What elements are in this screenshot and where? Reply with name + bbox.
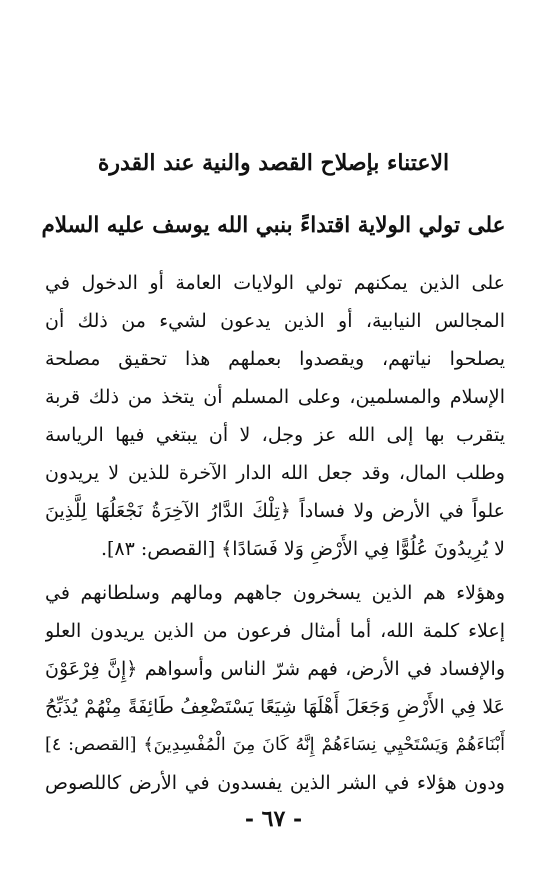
- paragraph-2-line-5: أَبْنَاءَهُمْ وَيَسْتَحْيِي نِسَاءَهُمْ إِنَّهُ كَانَ مِنَ الْمُفْسِدِينَ﴾ [القصص: ٤]: [45, 735, 505, 755]
- paragraph-2-line-2: إعلاء كلمة الله، أما أمثال فرعون من الذين يريدون العلو: [45, 620, 505, 642]
- paragraph-1-line-7: علواً في الأرض ولا فساداً ﴿تِلْكَ الدَّارُ الآخِرَةُ نَجْعَلُهَا لِلَّذِينَ: [45, 500, 505, 522]
- section-heading-line-2: على تولي الولاية اقتداءً بنبي الله يوسف عليه السلام: [41, 213, 506, 238]
- paragraph-2-line-1: وهؤلاء هم الذين يسخرون جاههم ومالهم وسلطانهم في: [45, 582, 505, 604]
- paragraph-2-line-6: ودون هؤلاء في الشر الذين يفسدون في الأرض كاللصوص: [45, 772, 505, 794]
- paragraph-1-line-8: لا يُرِيدُونَ عُلُوًّا فِي الأَرْضِ وَلا فَسَادًا﴾ [القصص: ٨٣].: [100, 538, 505, 560]
- paragraph-1-line-1: على الذين يمكنهم تولي الولايات العامة أو الدخول في: [45, 272, 505, 294]
- paragraph-1-line-2: المجالس النيابية، أو الذين يدعون لشيء من ذلك أن: [45, 310, 505, 332]
- paragraph-2-line-4: عَلا فِي الأَرْضِ وَجَعَلَ أَهْلَهَا شِيَعًا يَسْتَضْعِفُ طَائِفَةً مِنْهُمْ يُذَبِّحُ: [45, 696, 505, 718]
- paragraph-1-line-3: يصلحوا نياتهم، ويقصدوا بعملهم هذا تحقيق مصلحة: [45, 348, 505, 370]
- paragraph-1-line-5: يتقرب بها إلى الله عز وجل، لا أن يبتغي فيها الرياسة: [45, 424, 505, 446]
- paragraph-2-line-3: والإفساد في الأرض، فهم شرّ الناس وأسواهم ﴿إِنَّ فِرْعَوْنَ: [45, 658, 505, 680]
- page-number: - ٦٧ -: [244, 806, 303, 832]
- paragraph-2: [45, 574, 505, 802]
- paragraph-1-line-4: الإسلام والمسلمين، وعلى المسلم أن يتخذ من ذلك قربة: [45, 386, 505, 408]
- paragraph-1: [45, 264, 505, 568]
- section-heading-line-1: الاعتناء بإصلاح القصد والنية عند القدرة: [97, 150, 450, 176]
- paragraph-1-line-6: وطلب المال، وقد جعل الله الدار الآخرة للذين لا يريدون: [45, 462, 505, 484]
